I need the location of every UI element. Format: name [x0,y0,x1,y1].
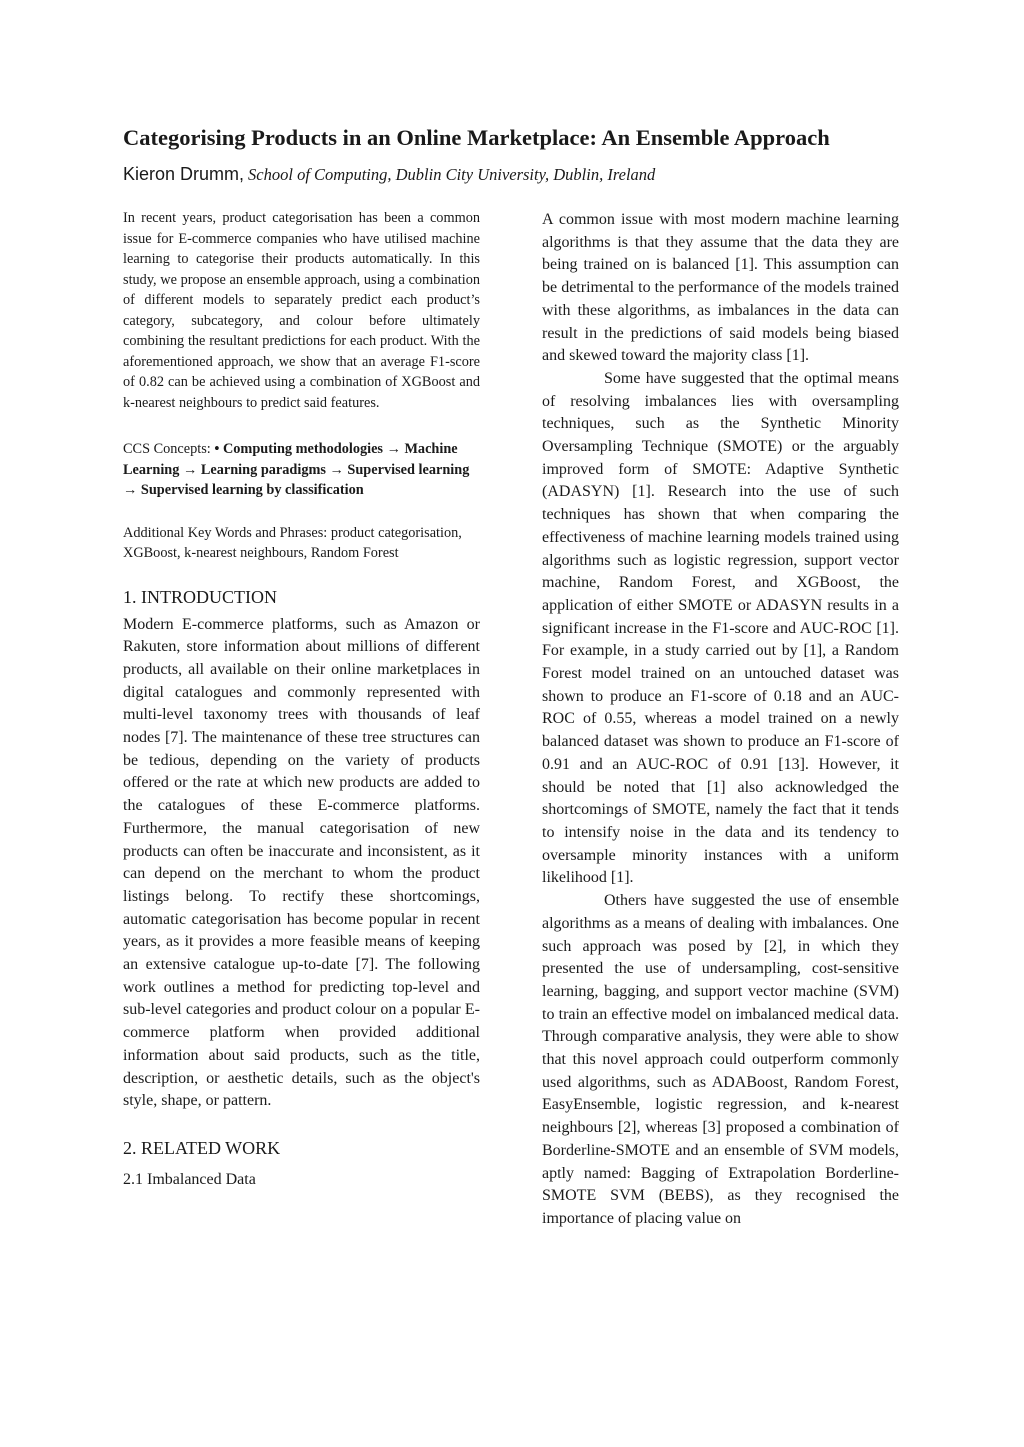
author-name: Kieron Drumm, [123,164,245,184]
right-column [542,209,899,1231]
author-affiliation: School of Computing, Dublin City University, Dublin, Ireland [248,165,656,184]
left-column [123,208,480,1191]
paragraph-imbalance-problem: A common issue with most modern machine learning algorithms is that they assume that the data they are being trained on is balanced [1]. This assumption can be detrimental to the performance of the models trained with these algorithms, as imbalances in the data can result in the predictions of said models being biased and skewed toward the majority class [1]. [542,211,899,365]
abstract: In recent years, product categorisation has been a common issue for E-commerce companies who have utilised machine learning to categorise their products automatically. In this study, we propose an ensemble approach, using a combination of different models to separately predict each product’s category, subcategory, and colour before ultimately combining the resultant predictions for each product. With the aforementioned approach, we show that an average F1-score of 0.82 can be achieved using a combination of XGBoost and k-nearest neighbours to predict said features. [123,210,480,411]
paragraph-oversampling: Some have suggested that the optimal means of resolving imbalances lies with oversampling techniques, such as the Synthetic Minority Oversampling Technique (SMOTE) or the arguably improved form of SMOTE: Adaptive Synthetic (ADASYN) [1]. Research into the use of such techniques has shown that when comparing the effectiveness of machine learning models trained using algorithms such as logistic regression, support vector machine, Random Forest, and XGBoost, the application of either SMOTE or ADASYN results in a significant increase in the F1-score and AUC-ROC [1]. For example, in a study carried out by [1], a Random Forest model trained on an untouched dataset was shown to produce an F1-score of 0.18 and an AUC-ROC of 0.55, whereas a model trained on a newly balanced dataset was shown to produce an F1-score of 0.91 and an AUC-ROC of 0.91 [13]. However, it should be noted that [1] also acknowledged the shortcomings of SMOTE, namely the fact that it tends to intensify noise in the data and its tendency to oversample minority instances with a uniform likelihood [1]. [542,369,899,887]
author-line [123,161,923,189]
paper-title: Categorising Products in an Online Marketplace: An Ensemble Approach [123,125,830,150]
imbalanced-data-heading: 2.1 Imbalanced Data [123,1170,256,1188]
related-work-heading: 2. RELATED WORK [123,1137,281,1158]
ccs-label: CCS Concepts: [123,441,215,457]
ccs-concept-list: • Computing methodologies → Machine Learning → Learning paradigms → Supervised learning → Supervised learning by classification [123,441,470,498]
introduction-text: Modern E-commerce platforms, such as Amazon or Rakuten, store information about millions of different products, all available on their online marketplaces in digital catalogues and commonly represented with multi-level taxonomy trees with thousands of leaf nodes [7]. The maintenance of these tree structures can be tedious, depending on the variety of products offered or the rate at which new products are added to the catalogues of these E-commerce platforms. Furthermore, the manual categorisation of new products can often be inaccurate and inconsistent, as it can depend on the merchant to whom the product listings belong. To rectify these shortcomings, automatic categorisation has become popular in recent years, as it provides a more feasible means of keeping an extensive catalogue up-to-date [7]. The following work outlines a method for predicting top-level and sub-level categories and product colour on a popular E-commerce platform when provided additional information about said products, such as the title, description, or aesthetic details, such as the object's style, shape, or pattern. [123,615,480,1110]
keywords: Additional Key Words and Phrases: product categorisation, XGBoost, k-nearest neighbours, Random Forest [123,524,462,561]
ccs-concepts [123,439,480,501]
paragraph-ensemble: Others have suggested the use of ensemble algorithms as a means of dealing with imbalances. One such approach was posed by [2], in which they presented the use of undersampling, cost-sensitive learning, bagging, and support vector machine (SVM) to train an effective model on imbalanced medical data. Through comparative analysis, they were able to show that this novel approach could outperform commonly used algorithms, such as ADABoost, Random Forest, EasyEnsemble, logistic regression, and k-nearest neighbours [2], whereas [3] proposed a combination of Borderline-SMOTE and an ensemble of SVM models, aptly named: Bagging of Extrapolation Borderline-SMOTE SVM (BEBS), as they recognised the importance of placing value on [542,892,899,1227]
introduction-heading: 1. INTRODUCTION [123,586,277,607]
